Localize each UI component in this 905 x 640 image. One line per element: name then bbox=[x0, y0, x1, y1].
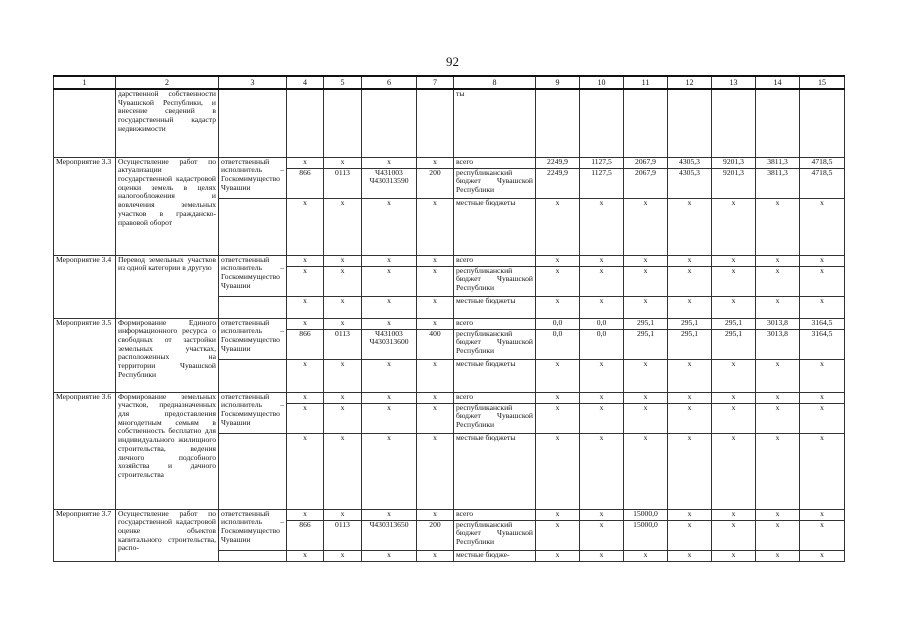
funding-source-cell: всего bbox=[454, 509, 536, 520]
year-value-cell: x bbox=[800, 433, 845, 509]
target-code-cell: Ч430313650 bbox=[362, 520, 417, 550]
year-value-cell: 9201,3 bbox=[712, 168, 756, 198]
section-code-cell: x bbox=[324, 433, 362, 509]
year-value-cell: x bbox=[580, 520, 624, 550]
section-code-cell: x bbox=[324, 255, 362, 266]
section-code-cell: x bbox=[324, 266, 362, 296]
measure-id: Мероприятие 3.7 bbox=[54, 509, 116, 561]
year-value-cell: x bbox=[800, 509, 845, 520]
year-value-cell: x bbox=[712, 403, 756, 433]
year-value-cell: x bbox=[536, 520, 580, 550]
expense-code-cell: x bbox=[417, 157, 454, 168]
empty-cell bbox=[324, 89, 362, 157]
expense-code-cell: 200 bbox=[417, 520, 454, 550]
year-value-cell: 2067,9 bbox=[624, 168, 668, 198]
section-code-cell: 0113 bbox=[324, 329, 362, 359]
empty-cell bbox=[417, 89, 454, 157]
year-value-cell: x bbox=[756, 255, 800, 266]
funding-source-cell: местные бюджеты bbox=[454, 296, 536, 318]
empty-cell bbox=[668, 89, 712, 157]
continuation-id-cell bbox=[54, 89, 116, 157]
gov-code-cell: x bbox=[287, 509, 324, 520]
expense-code-cell: x bbox=[417, 433, 454, 509]
year-value-cell: x bbox=[712, 550, 756, 561]
year-value-cell: x bbox=[536, 296, 580, 318]
measure-executor: ответственный исполнитель – Госкомимущество Чувашии bbox=[219, 157, 287, 198]
year-value-cell: x bbox=[580, 403, 624, 433]
column-number-6: 6 bbox=[362, 76, 417, 89]
year-value-cell: x bbox=[800, 266, 845, 296]
target-code-cell: x bbox=[362, 509, 417, 520]
funding-source-cell: республиканский бюджет Чувашской Республики bbox=[454, 329, 536, 359]
year-value-cell: 2067,9 bbox=[624, 157, 668, 168]
gov-code-cell: x bbox=[287, 296, 324, 318]
target-code-cell: x bbox=[362, 433, 417, 509]
column-number-10: 10 bbox=[580, 76, 624, 89]
funding-source-cell: всего bbox=[454, 392, 536, 403]
year-value-cell: x bbox=[536, 359, 580, 392]
column-number-8: 8 bbox=[454, 76, 536, 89]
measure-id: Мероприятие 3.5 bbox=[54, 318, 116, 392]
year-value-cell: x bbox=[536, 433, 580, 509]
measure-executor: ответственный исполнитель – Госкомимущество Чувашии bbox=[219, 509, 287, 550]
year-value-cell: 295,1 bbox=[712, 318, 756, 329]
gov-code-cell: x bbox=[287, 403, 324, 433]
year-value-cell: x bbox=[580, 296, 624, 318]
year-value-cell: x bbox=[668, 403, 712, 433]
empty-executor-cell bbox=[219, 198, 287, 255]
gov-code-cell: 866 bbox=[287, 520, 324, 550]
section-code-cell: x bbox=[324, 550, 362, 561]
funding-source-cell: республиканский бюджет Чувашской Республики bbox=[454, 520, 536, 550]
table-header bbox=[54, 76, 845, 89]
year-value-cell: x bbox=[800, 198, 845, 255]
funding-source-cell: местные бюджеты bbox=[454, 359, 536, 392]
year-value-cell: 3811,3 bbox=[756, 157, 800, 168]
year-value-cell: 0,0 bbox=[536, 329, 580, 359]
gov-code-cell: x bbox=[287, 318, 324, 329]
table-row bbox=[54, 157, 845, 168]
year-value-cell: x bbox=[800, 359, 845, 392]
measure-name: Формирование Единого информационного ресурса о свободных от застройки земельных участках, расположенных на территории Чувашской Республики bbox=[116, 318, 219, 392]
funding-source-cell: всего bbox=[454, 255, 536, 266]
funding-source-cell: республиканский бюджет Чувашской Республики bbox=[454, 403, 536, 433]
section-code-cell: 0113 bbox=[324, 520, 362, 550]
year-value-cell: x bbox=[580, 359, 624, 392]
gov-code-cell: x bbox=[287, 198, 324, 255]
year-value-cell: x bbox=[756, 509, 800, 520]
section-code-cell: x bbox=[324, 318, 362, 329]
target-code-cell: Ч431003 Ч430313600 bbox=[362, 329, 417, 359]
continuation-source: ты bbox=[454, 89, 536, 157]
section-code-cell: x bbox=[324, 359, 362, 392]
target-code-cell: x bbox=[362, 392, 417, 403]
year-value-cell: x bbox=[756, 198, 800, 255]
target-code-cell: x bbox=[362, 266, 417, 296]
empty-cell bbox=[800, 89, 845, 157]
section-code-cell: x bbox=[324, 157, 362, 168]
table-body bbox=[54, 89, 845, 561]
continuation-name: дарственной собственности Чувашской Республики, и внесение сведений в государственный кадастр недвижимости bbox=[116, 89, 219, 157]
year-value-cell: x bbox=[624, 198, 668, 255]
year-value-cell: x bbox=[580, 433, 624, 509]
year-value-cell: x bbox=[536, 550, 580, 561]
year-value-cell: x bbox=[712, 198, 756, 255]
year-value-cell: 295,1 bbox=[668, 318, 712, 329]
expense-code-cell: x bbox=[417, 359, 454, 392]
expense-code-cell: x bbox=[417, 266, 454, 296]
empty-executor-cell bbox=[219, 296, 287, 318]
year-value-cell: x bbox=[800, 392, 845, 403]
funding-source-cell: местные бюджеты bbox=[454, 433, 536, 509]
table-row bbox=[54, 255, 845, 266]
year-value-cell: x bbox=[756, 296, 800, 318]
gov-code-cell: x bbox=[287, 550, 324, 561]
year-value-cell: 295,1 bbox=[668, 329, 712, 359]
column-number-2: 2 bbox=[116, 76, 219, 89]
gov-code-cell: 866 bbox=[287, 329, 324, 359]
year-value-cell: x bbox=[580, 198, 624, 255]
column-number-11: 11 bbox=[624, 76, 668, 89]
year-value-cell: x bbox=[624, 359, 668, 392]
year-value-cell: 3811,3 bbox=[756, 168, 800, 198]
year-value-cell: 2249,9 bbox=[536, 157, 580, 168]
section-code-cell: x bbox=[324, 296, 362, 318]
year-value-cell: 4718,5 bbox=[800, 168, 845, 198]
year-value-cell: x bbox=[668, 520, 712, 550]
column-number-row bbox=[54, 76, 845, 89]
year-value-cell: x bbox=[712, 509, 756, 520]
year-value-cell: x bbox=[756, 359, 800, 392]
year-value-cell: 295,1 bbox=[712, 329, 756, 359]
target-code-cell: x bbox=[362, 403, 417, 433]
empty-cell bbox=[756, 89, 800, 157]
year-value-cell: x bbox=[712, 392, 756, 403]
year-value-cell: x bbox=[756, 266, 800, 296]
column-number-3: 3 bbox=[219, 76, 287, 89]
year-value-cell: x bbox=[624, 403, 668, 433]
empty-cell bbox=[624, 89, 668, 157]
gov-code-cell: x bbox=[287, 392, 324, 403]
empty-cell bbox=[580, 89, 624, 157]
target-code-cell: x bbox=[362, 157, 417, 168]
year-value-cell: x bbox=[756, 403, 800, 433]
year-value-cell: x bbox=[624, 550, 668, 561]
column-number-9: 9 bbox=[536, 76, 580, 89]
year-value-cell: x bbox=[668, 550, 712, 561]
target-code-cell: Ч431003 Ч430313590 bbox=[362, 168, 417, 198]
target-code-cell: x bbox=[362, 359, 417, 392]
year-value-cell: x bbox=[624, 266, 668, 296]
expense-code-cell: 200 bbox=[417, 168, 454, 198]
year-value-cell: x bbox=[668, 433, 712, 509]
year-value-cell: x bbox=[712, 255, 756, 266]
table-row bbox=[54, 318, 845, 329]
year-value-cell: 3013,8 bbox=[756, 329, 800, 359]
year-value-cell: 0,0 bbox=[580, 318, 624, 329]
column-number-15: 15 bbox=[800, 76, 845, 89]
year-value-cell: x bbox=[712, 266, 756, 296]
year-value-cell: x bbox=[712, 296, 756, 318]
year-value-cell: 2249,9 bbox=[536, 168, 580, 198]
year-value-cell: x bbox=[580, 392, 624, 403]
year-value-cell: 4305,3 bbox=[668, 157, 712, 168]
year-value-cell: x bbox=[624, 392, 668, 403]
section-code-cell: x bbox=[324, 509, 362, 520]
empty-cell bbox=[287, 89, 324, 157]
empty-executor-cell bbox=[219, 433, 287, 509]
column-number-4: 4 bbox=[287, 76, 324, 89]
year-value-cell: 295,1 bbox=[624, 329, 668, 359]
column-number-1: 1 bbox=[54, 76, 116, 89]
year-value-cell: x bbox=[624, 433, 668, 509]
measure-executor: ответственный исполнитель – Госкомимущество Чувашии bbox=[219, 392, 287, 433]
year-value-cell: 4718,5 bbox=[800, 157, 845, 168]
measure-name: Осуществление работ по актуализации государственной кадастровой оценки земель в целях налогообложения и вовлечения земельных участков в гражданско-правовой оборот bbox=[116, 157, 219, 255]
year-value-cell: x bbox=[536, 509, 580, 520]
target-code-cell: x bbox=[362, 550, 417, 561]
expense-code-cell: x bbox=[417, 392, 454, 403]
funding-source-cell: республиканский бюджет Чувашской Республики bbox=[454, 266, 536, 296]
expense-code-cell: x bbox=[417, 198, 454, 255]
year-value-cell: x bbox=[580, 509, 624, 520]
page-number: 92 bbox=[446, 54, 459, 69]
year-value-cell: x bbox=[668, 266, 712, 296]
column-number-14: 14 bbox=[756, 76, 800, 89]
year-value-cell: x bbox=[536, 255, 580, 266]
expense-code-cell: x bbox=[417, 550, 454, 561]
year-value-cell: 3164,5 bbox=[800, 318, 845, 329]
year-value-cell: 1127,5 bbox=[580, 157, 624, 168]
empty-cell bbox=[536, 89, 580, 157]
year-value-cell: x bbox=[668, 255, 712, 266]
year-value-cell: x bbox=[624, 296, 668, 318]
expense-code-cell: x bbox=[417, 296, 454, 318]
gov-code-cell: x bbox=[287, 266, 324, 296]
column-number-13: 13 bbox=[712, 76, 756, 89]
gov-code-cell: x bbox=[287, 433, 324, 509]
year-value-cell: 4305,3 bbox=[668, 168, 712, 198]
measure-id: Мероприятие 3.4 bbox=[54, 255, 116, 318]
target-code-cell: x bbox=[362, 198, 417, 255]
year-value-cell: x bbox=[712, 359, 756, 392]
column-number-12: 12 bbox=[668, 76, 712, 89]
target-code-cell: x bbox=[362, 255, 417, 266]
year-value-cell: 3013,8 bbox=[756, 318, 800, 329]
year-value-cell: 9201,3 bbox=[712, 157, 756, 168]
measure-name: Формирование земельных участков, предназначенных для предоставления многодетным семьям в собственность бесплатно для индивидуального жилищного строительства, ведения личного подсобного хозяйства и дачного строительства bbox=[116, 392, 219, 509]
year-value-cell: x bbox=[712, 433, 756, 509]
target-code-cell: x bbox=[362, 318, 417, 329]
column-number-7: 7 bbox=[417, 76, 454, 89]
funding-source-cell: всего bbox=[454, 318, 536, 329]
measure-id: Мероприятие 3.6 bbox=[54, 392, 116, 509]
table-row bbox=[54, 392, 845, 403]
column-number-5: 5 bbox=[324, 76, 362, 89]
measure-executor: ответственный исполнитель – Госкомимущество Чувашии bbox=[219, 318, 287, 359]
year-value-cell: x bbox=[668, 392, 712, 403]
year-value-cell: x bbox=[668, 198, 712, 255]
year-value-cell: x bbox=[756, 520, 800, 550]
gov-code-cell: 866 bbox=[287, 168, 324, 198]
year-value-cell: x bbox=[712, 520, 756, 550]
year-value-cell: x bbox=[624, 255, 668, 266]
target-code-cell: x bbox=[362, 296, 417, 318]
year-value-cell: 15000,0 bbox=[624, 509, 668, 520]
year-value-cell: 3164,5 bbox=[800, 329, 845, 359]
year-value-cell: 0,0 bbox=[536, 318, 580, 329]
section-code-cell: x bbox=[324, 198, 362, 255]
funding-source-cell: республиканский бюджет Чувашской Республики bbox=[454, 168, 536, 198]
table-row bbox=[54, 509, 845, 520]
year-value-cell: x bbox=[668, 509, 712, 520]
empty-executor-cell bbox=[219, 550, 287, 561]
year-value-cell: 1127,5 bbox=[580, 168, 624, 198]
continuation-row bbox=[54, 89, 845, 157]
funding-source-cell: всего bbox=[454, 157, 536, 168]
empty-cell bbox=[712, 89, 756, 157]
gov-code-cell: x bbox=[287, 157, 324, 168]
section-code-cell: x bbox=[324, 403, 362, 433]
year-value-cell: x bbox=[536, 392, 580, 403]
year-value-cell: x bbox=[580, 266, 624, 296]
year-value-cell: x bbox=[536, 403, 580, 433]
year-value-cell: x bbox=[668, 296, 712, 318]
empty-executor-cell bbox=[219, 359, 287, 392]
year-value-cell: x bbox=[756, 550, 800, 561]
year-value-cell: x bbox=[756, 392, 800, 403]
expense-code-cell: x bbox=[417, 255, 454, 266]
empty-cell bbox=[362, 89, 417, 157]
measure-executor: ответственный исполнитель – Госкомимущество Чувашии bbox=[219, 255, 287, 296]
measure-id: Мероприятие 3.3 bbox=[54, 157, 116, 255]
expense-code-cell: x bbox=[417, 318, 454, 329]
funding-source-cell: местные бюджеты bbox=[454, 198, 536, 255]
year-value-cell: x bbox=[800, 255, 845, 266]
year-value-cell: x bbox=[800, 296, 845, 318]
budget-table bbox=[53, 75, 845, 562]
year-value-cell: x bbox=[580, 550, 624, 561]
gov-code-cell: x bbox=[287, 359, 324, 392]
section-code-cell: x bbox=[324, 392, 362, 403]
year-value-cell: x bbox=[668, 359, 712, 392]
funding-source-cell: местные бюдже- bbox=[454, 550, 536, 561]
year-value-cell: x bbox=[800, 403, 845, 433]
continuation-executor-cell bbox=[219, 89, 287, 157]
year-value-cell: x bbox=[756, 433, 800, 509]
year-value-cell: x bbox=[800, 520, 845, 550]
measure-name: Перевод земельных участков из одной категории в другую bbox=[116, 255, 219, 318]
year-value-cell: x bbox=[800, 550, 845, 561]
section-code-cell: 0113 bbox=[324, 168, 362, 198]
expense-code-cell: x bbox=[417, 509, 454, 520]
year-value-cell: 0,0 bbox=[580, 329, 624, 359]
expense-code-cell: x bbox=[417, 403, 454, 433]
expense-code-cell: 400 bbox=[417, 329, 454, 359]
year-value-cell: 295,1 bbox=[624, 318, 668, 329]
gov-code-cell: x bbox=[287, 255, 324, 266]
year-value-cell: x bbox=[536, 198, 580, 255]
year-value-cell: 15000,0 bbox=[624, 520, 668, 550]
measure-name: Осуществление работ по государственной кадастровой оценке объектов капитального строительства, распо- bbox=[116, 509, 219, 561]
year-value-cell: x bbox=[580, 255, 624, 266]
year-value-cell: x bbox=[536, 266, 580, 296]
